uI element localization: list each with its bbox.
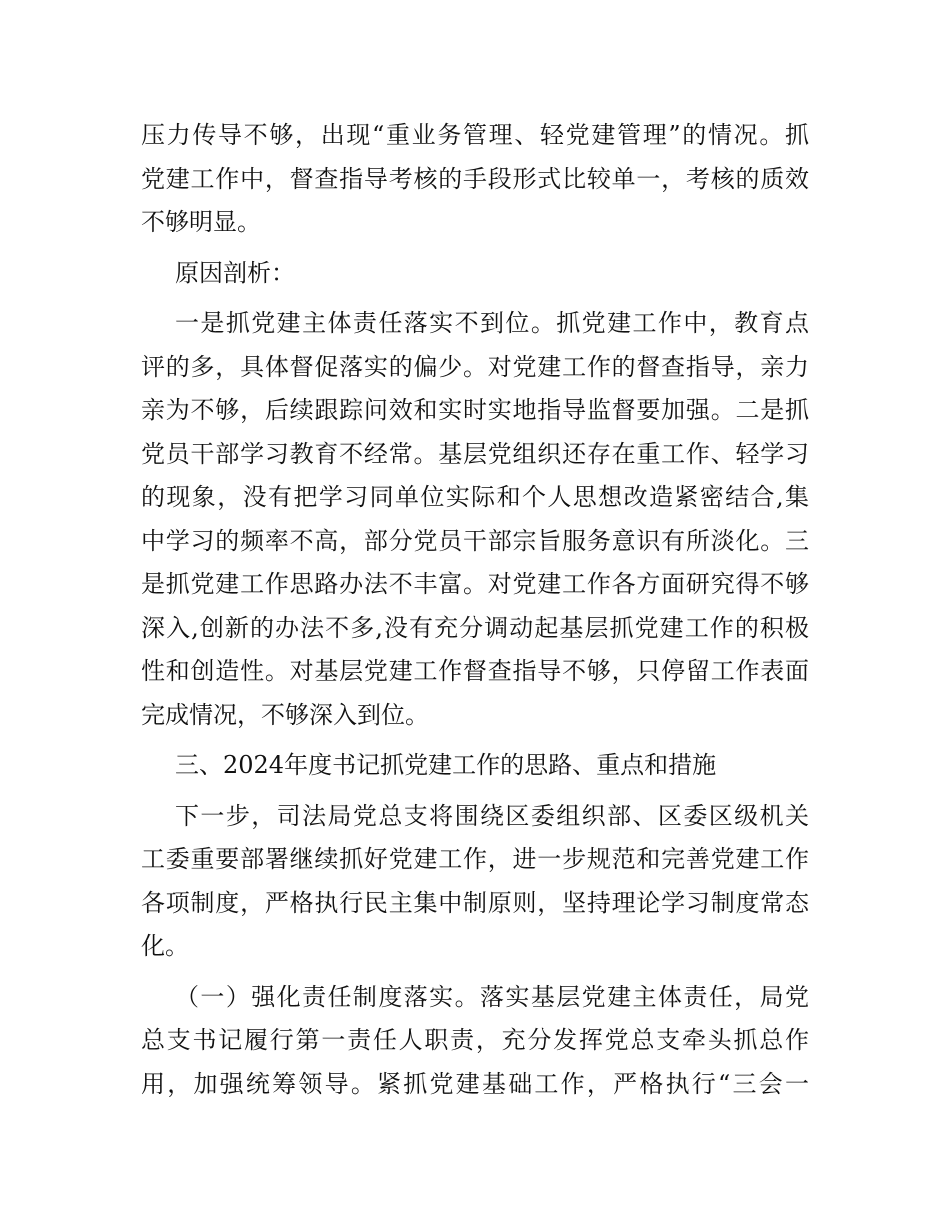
document-body [141,114,809,1106]
text-line: 党员干部学习教育不经常。基层党组织还存在重工作、轻学习 [141,439,809,468]
text-line: 化。 [141,932,189,960]
text-line: 总支书记履行第一责任人职责，充分发挥党总支牵头抓总作 [141,1026,809,1054]
paragraph [141,252,809,296]
paragraph [141,114,809,245]
text-line: 完成情况，不够深入到位。 [141,700,429,729]
text-line: 各项制度，严格执行民主集中制原则，坚持理论学习制度常态 [141,888,809,917]
text-line: 性和创造性。对基层党建工作督查指导不够，只停留工作表面 [141,657,809,685]
text-line: 评的多，具体督促落实的偏少。对党建工作的督查指导，亲力 [141,352,809,381]
paragraph [141,976,809,1107]
text-line: 下一步，司法局党总支将围绕区委组织部、区委区级机关 [175,801,809,830]
text-line: 工委重要部署继续抓好党建工作，进一步规范和完善党建工作 [141,845,809,873]
paragraph [141,795,809,969]
text-line: 用，加强统筹领导。紧抓党建基础工作，严格执行“三会一 [141,1069,809,1098]
section-heading: 三、2024年度书记抓党建工作的思路、重点和措施 [175,751,717,779]
paragraph [141,302,809,737]
text-line: 亲为不够，后续跟踪问效和实时实地指导监督要加强。二是抓 [141,396,809,424]
text-line: 压力传导不够，出现“重业务管理、轻党建管理”的情况。抓 [141,121,809,149]
text-line: 的现象，没有把学习同单位实际和个人思想改造紧密结合,集 [141,483,809,511]
text-line: 是抓党建工作思路办法不丰富。对党建工作各方面研究得不够 [141,570,809,598]
section-label: 原因剖析： [175,258,295,287]
text-line: （一）强化责任制度落实。落实基层党建主体责任，局党 [175,982,809,1011]
text-line: 党建工作中，督查指导考核的手段形式比较单一，考核的质效 [141,164,809,193]
text-line: 不够明显。 [141,208,261,236]
text-line: 一是抓党建主体责任落实不到位。抓党建工作中，教育点 [175,309,809,337]
text-line: 中学习的频率不高，部分党员干部宗旨服务意识有所淡化。三 [141,526,809,555]
paragraph [141,744,809,788]
text-line: 深入,创新的办法不多,没有充分调动起基层抓党建工作的积极 [141,613,809,642]
